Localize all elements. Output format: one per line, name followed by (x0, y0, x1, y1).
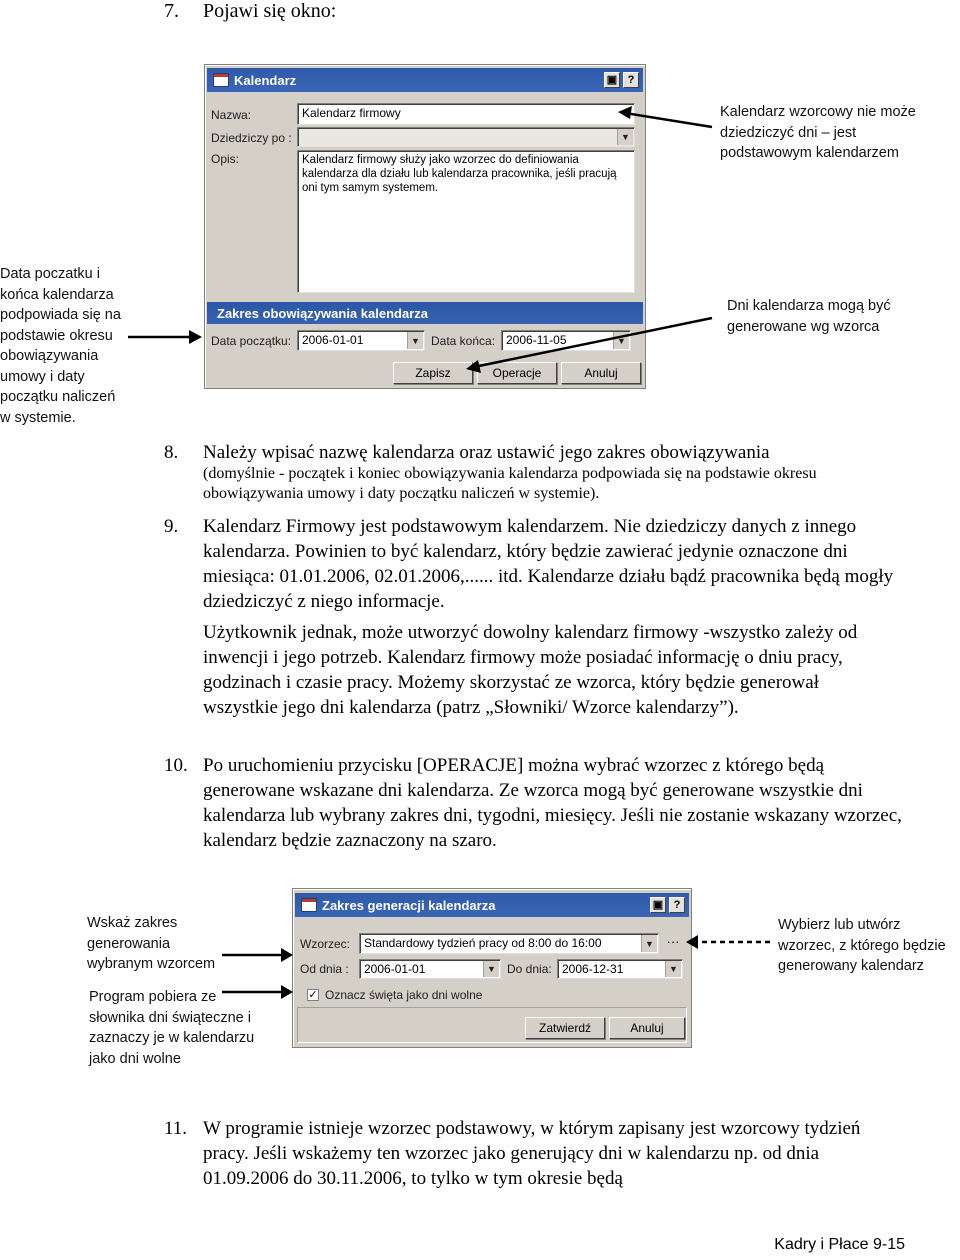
note-start-end-dates: Data poczatku i końca kalendarza podpowiada się na podstawie okresu obowiązywania umowy i daty początku naliczeń w systemie. (0, 266, 121, 426)
end-date-value: 2006-11-05 (506, 333, 567, 347)
end-date-label: Data końca: (431, 334, 496, 348)
page-footer: Kadry i Płace 9-15 (774, 1236, 905, 1253)
note-generated-days: Dni kalendarza mogą być generowane wg wzorca (727, 298, 891, 335)
step-11-text: W programie istnieje wzorzec podstawowy, w którym zapisany jest wzorcowy tydzień pracy. Jeśli wskażemy ten wzorzec jako generujący dni w kalendarzu np. od dnia 01.09.2006 do 30.11.2006, to tylko w tym okresie będą (203, 1118, 861, 1189)
from-date-value: 2006-01-01 (364, 962, 426, 976)
pattern-label: Wzorzec: (300, 937, 351, 951)
confirm-button[interactable]: Zatwierdź (525, 1017, 605, 1039)
annotation-arrows-1 (0, 0, 960, 430)
list-number-11: 11. (164, 1118, 188, 1139)
more-options-icon[interactable]: ··· (666, 934, 680, 949)
validity-section-title: Zakres obowiązywania kalendarza (207, 302, 643, 324)
note-no-inheritance: Kalendarz wzorcowy nie może dziedziczyć dni – jest podstawowym kalendarzem (720, 104, 916, 161)
pattern-value: Standardowy tydzień pracy od 8:00 do 16:00 (364, 936, 602, 950)
name-input[interactable]: Kalendarz firmowy (297, 103, 635, 125)
start-date-label: Data początku: (211, 334, 292, 348)
chevron-down-icon[interactable]: ▼ (613, 332, 629, 349)
list-number-9: 9. (164, 516, 179, 537)
description-textarea[interactable]: Kalendarz firmowy służy jako wzorzec do definiowania kalendarza dla działu lub kalendarza pracownika, jeśli pracują oni tym samym systemem. (297, 150, 635, 293)
step-8-subtext: (domyślnie - początek i koniec obowiązywania kalendarza podpowiada się na podstawie okresu obowiązywania umowy i daty początku naliczeń w systemie). (203, 465, 817, 502)
cancel-button[interactable]: Anuluj (609, 1017, 685, 1039)
holidays-checkbox[interactable]: ✓ (308, 988, 318, 1001)
step-number: 7. (164, 0, 179, 22)
help-icon[interactable]: ? (669, 897, 685, 913)
note-choose-pattern: Wybierz lub utwórz wzorzec, z którego będzie generowany kalendarz (778, 917, 946, 974)
annotation-arrows-2 (0, 870, 960, 1070)
name-label: Nazwa: (211, 108, 252, 122)
restore-icon[interactable]: ▣ (604, 72, 620, 88)
cancel-button[interactable]: Anuluj (561, 362, 641, 384)
note-holidays: Program pobiera ze słownika dni świąteczne i zaznaczy je w kalendarzu jako dni wolne (89, 989, 255, 1067)
from-date-label: Od dnia : (300, 962, 349, 976)
operations-button[interactable]: Operacje (477, 362, 557, 384)
dialog-title: Kalendarz (234, 72, 297, 88)
chevron-down-icon[interactable]: ▼ (665, 961, 681, 977)
chevron-down-icon[interactable]: ▼ (407, 332, 423, 349)
chevron-down-icon[interactable]: ▼ (641, 935, 657, 952)
step-10-text: Po uruchomieniu przycisku [OPERACJE] można wybrać wzorzec z którego będą generowane wskazane dni kalendarza. Ze wzorca mogą być generowane wszystkie dni kalendarza lub wybrany zakres dni, tygodni, miesięcy. Jeśli nie zostanie wskazany wzorzec, kalendarz będzie zaznaczony na szaro. (203, 755, 902, 851)
step-9-extra-text: Użytkownik jednak, może utworzyć dowolny kalendarz firmowy -wszystko zależy od inwencji i jego potrzeb. Kalendarz firmowy może posiadać informację o dniu pracy, godzinach i czasie pracy. Możemy skorzystać ze wzorca, który będzie generował wszystkie jego dni kalendarza (patrz „Słowniki/ Wzorce kalendarzy”). (203, 622, 858, 718)
start-date-value: 2006-01-01 (302, 333, 364, 347)
chevron-down-icon[interactable]: ▼ (617, 129, 633, 145)
step-9-text: Kalendarz Firmowy jest podstawowym kalendarzem. Nie dziedziczy danych z innego kalendarza. Powinien to być kalendarz, który będzie zawierać jedynie oznaczone dni miesiąca: 01.01.2006, 02.01.2006,...... itd. Kalendarze działu bądź pracownika będą mogły dziedziczyć z niego informacje. (203, 516, 894, 612)
inherits-label: Dziedziczy po : (211, 131, 292, 145)
to-date-value: 2006-12-31 (562, 962, 624, 976)
restore-icon[interactable]: ▣ (650, 897, 666, 913)
chevron-down-icon[interactable]: ▼ (483, 961, 499, 977)
to-date-label: Do dnia: (507, 962, 552, 976)
step-text: Pojawi się okno: (203, 0, 337, 22)
dialog-title: Zakres generacji kalendarza (322, 897, 496, 913)
list-number-10: 10. (164, 755, 188, 776)
step-8-text: Należy wpisać nazwę kalendarza oraz ustawić jego zakres obowiązywania (203, 442, 770, 463)
list-number-8: 8. (164, 442, 179, 463)
description-label: Opis: (211, 152, 240, 166)
help-icon[interactable]: ? (623, 72, 639, 88)
holidays-checkbox-label: Oznacz święta jako dni wolne (325, 988, 483, 1002)
save-button[interactable]: Zapisz (393, 362, 473, 384)
note-generation-range: Wskaż zakres generowania wybranym wzorcem (87, 915, 216, 972)
